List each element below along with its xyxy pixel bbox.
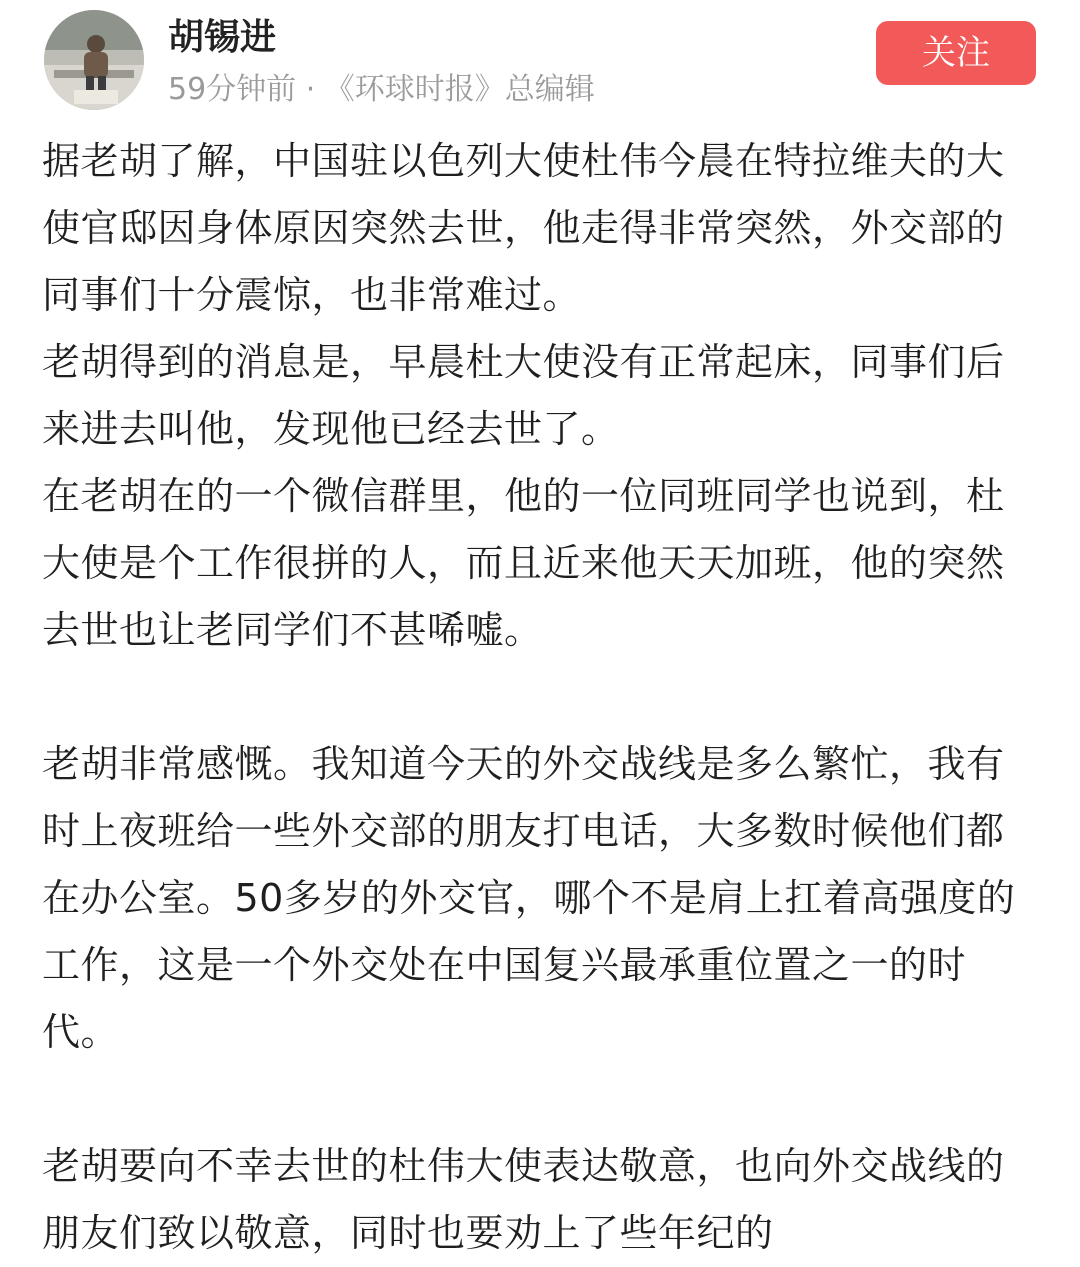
paragraph-spacer: [42, 1066, 1042, 1133]
author-photo-icon: [44, 10, 144, 110]
paragraph: 在老胡在的一个微信群里，他的一位同班同学也说到，杜大使是个工作很拼的人，而且近来他天天加班，他的突然去世也让老同学们不甚唏嘘。: [42, 474, 1005, 652]
author-name[interactable]: 胡锡进: [168, 17, 277, 58]
article-body: [42, 128, 1042, 1267]
author-avatar[interactable]: [44, 10, 144, 110]
paragraph: 老胡非常感慨。我知道今天的外交战线是多么繁忙，我有时上夜班给一些外交部的朋友打电话，大多数时候他们都在办公室。50多岁的外交官，哪个不是肩上扛着高强度的工作，这是一个外交处在中国复兴最承重位置之一的时代。: [42, 742, 1016, 1054]
paragraph: 据老胡了解，中国驻以色列大使杜伟今晨在特拉维夫的大使官邸因身体原因突然去世，他走得非常突然，外交部的同事们十分震惊，也非常难过。: [42, 139, 1005, 317]
follow-button[interactable]: 关注: [876, 21, 1036, 85]
paragraph-spacer: [42, 664, 1042, 731]
paragraph: 老胡得到的消息是，早晨杜大使没有正常起床，同事们后来进去叫他，发现他已经去世了。: [42, 340, 1005, 451]
paragraph: 老胡要向不幸去世的杜伟大使表达敬意，也向外交战线的朋友们致以敬意，同时也要劝上了些年纪的: [42, 1144, 1005, 1255]
post-meta: 59分钟前 · 《环球时报》总编辑: [168, 72, 595, 107]
post-header: [0, 0, 1080, 125]
